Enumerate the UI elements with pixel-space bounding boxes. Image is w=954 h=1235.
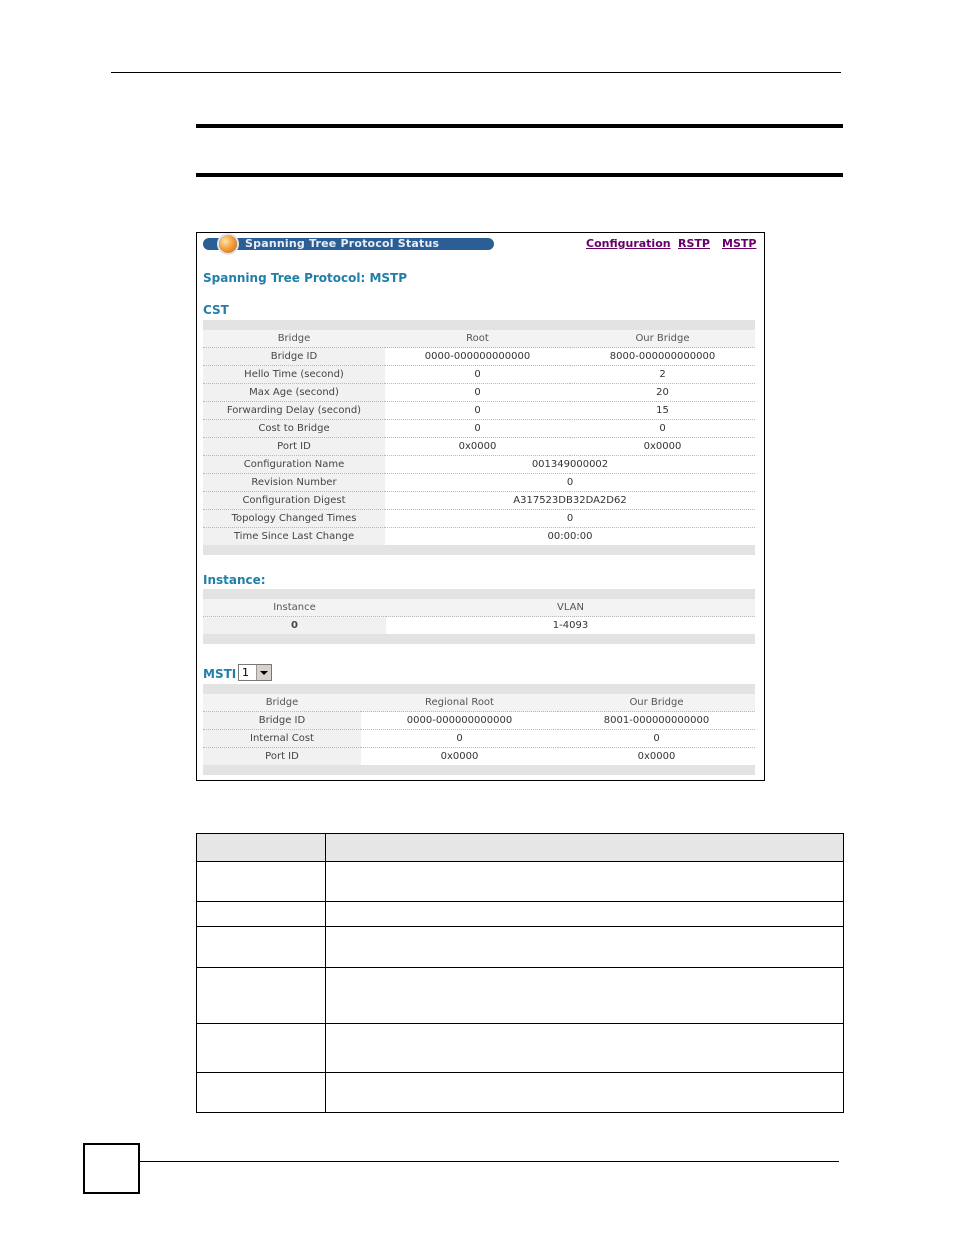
table-header-row (203, 599, 755, 617)
instance-value: 0 (203, 617, 386, 635)
column-header: Bridge (203, 694, 361, 712)
table-row (197, 902, 844, 927)
page-number-box (83, 1143, 140, 1194)
our-bridge-value: 15 (570, 402, 755, 420)
column-header: Bridge (203, 330, 385, 348)
header-rule (111, 72, 841, 73)
table-row (203, 348, 755, 366)
msti-select[interactable] (238, 664, 272, 681)
row-label: Hello Time (second) (203, 366, 385, 384)
table-row (203, 438, 755, 456)
row-label: Bridge ID (203, 348, 385, 366)
instance-table (203, 589, 755, 644)
row-label: Revision Number (203, 474, 385, 492)
root-value: 0000-000000000000 (385, 348, 570, 366)
table-row (203, 366, 755, 384)
table-row (203, 456, 755, 474)
row-label: Port ID (203, 748, 361, 766)
column-header: Our Bridge (558, 694, 755, 712)
row-label: Port ID (203, 438, 385, 456)
root-value: 0 (385, 366, 570, 384)
our-bridge-value: 8000-000000000000 (570, 348, 755, 366)
column-header: Our Bridge (570, 330, 755, 348)
header-cell (325, 834, 843, 862)
msti-label: MSTI (203, 667, 237, 681)
cst-table (203, 320, 755, 555)
our-bridge-value: 0 (558, 730, 755, 748)
table-row (203, 420, 755, 438)
row-value: 0 (385, 474, 755, 492)
our-bridge-value: 8001-000000000000 (558, 712, 755, 730)
table-row (197, 1024, 844, 1073)
table-row (203, 528, 755, 546)
table-row (203, 384, 755, 402)
rstp-link[interactable]: RSTP (678, 237, 710, 250)
table-row (203, 730, 755, 748)
msti-table (203, 684, 755, 775)
table-header-row (203, 330, 755, 348)
table-row (197, 927, 844, 968)
header-cell (197, 834, 326, 862)
column-header: Instance (203, 599, 386, 617)
cst-heading: CST (203, 303, 229, 317)
table-row (197, 968, 844, 1024)
root-value: 0 (385, 420, 570, 438)
stp-status-screenshot (196, 232, 765, 781)
mstp-link[interactable]: MSTP (722, 237, 757, 250)
panel-title: Spanning Tree Protocol Status (245, 237, 440, 250)
column-header: Regional Root (361, 694, 558, 712)
our-bridge-value: 0x0000 (570, 438, 755, 456)
msti-selected-value: 1 (242, 666, 249, 679)
row-label: Internal Cost (203, 730, 361, 748)
row-label: Cost to Bridge (203, 420, 385, 438)
table-row (197, 1073, 844, 1113)
row-label: Time Since Last Change (203, 528, 385, 546)
row-value: 00:00:00 (547, 531, 593, 542)
column-header: VLAN (386, 599, 755, 617)
table-row (203, 617, 755, 635)
row-label: Max Age (second) (203, 384, 385, 402)
title-rule-bottom (196, 173, 843, 177)
table-row (203, 510, 755, 528)
vlan-value: 1-4093 (552, 620, 589, 631)
table-header-row (197, 834, 844, 862)
our-bridge-value: 0x0000 (637, 751, 676, 762)
our-bridge-value: 0 (570, 420, 755, 438)
footer-rule (140, 1161, 839, 1162)
table-row (203, 492, 755, 510)
description-table (196, 833, 844, 1113)
root-value: 0x0000 (385, 438, 570, 456)
regional-root-value: 0 (361, 730, 558, 748)
row-label: Topology Changed Times (203, 510, 385, 528)
table-row (197, 862, 844, 902)
configuration-link[interactable]: Configuration (586, 237, 671, 250)
row-value: A317523DB32DA2D62 (385, 492, 755, 510)
row-label: Configuration Name (203, 456, 385, 474)
protocol-heading: Spanning Tree Protocol: MSTP (203, 271, 408, 285)
row-label: Bridge ID (203, 712, 361, 730)
root-value: 0 (385, 402, 570, 420)
table-header-row (203, 694, 755, 712)
row-value: 001349000002 (385, 456, 755, 474)
our-bridge-value: 2 (570, 366, 755, 384)
our-bridge-value: 20 (570, 384, 755, 402)
title-pill (203, 238, 494, 250)
regional-root-value: 0000-000000000000 (361, 712, 558, 730)
status-orb-icon (219, 235, 237, 253)
table-row (203, 402, 755, 420)
table-row (203, 712, 755, 730)
title-rule-top (196, 124, 843, 128)
table-row (203, 748, 755, 766)
table-row (203, 474, 755, 492)
row-value: 0 (385, 510, 755, 528)
row-label: Configuration Digest (203, 492, 385, 510)
instance-heading: Instance: (203, 573, 266, 587)
column-header: Root (385, 330, 570, 348)
row-label: Forwarding Delay (second) (203, 402, 385, 420)
regional-root-value: 0x0000 (440, 751, 479, 762)
dropdown-arrow-icon[interactable] (256, 665, 271, 680)
root-value: 0 (385, 384, 570, 402)
